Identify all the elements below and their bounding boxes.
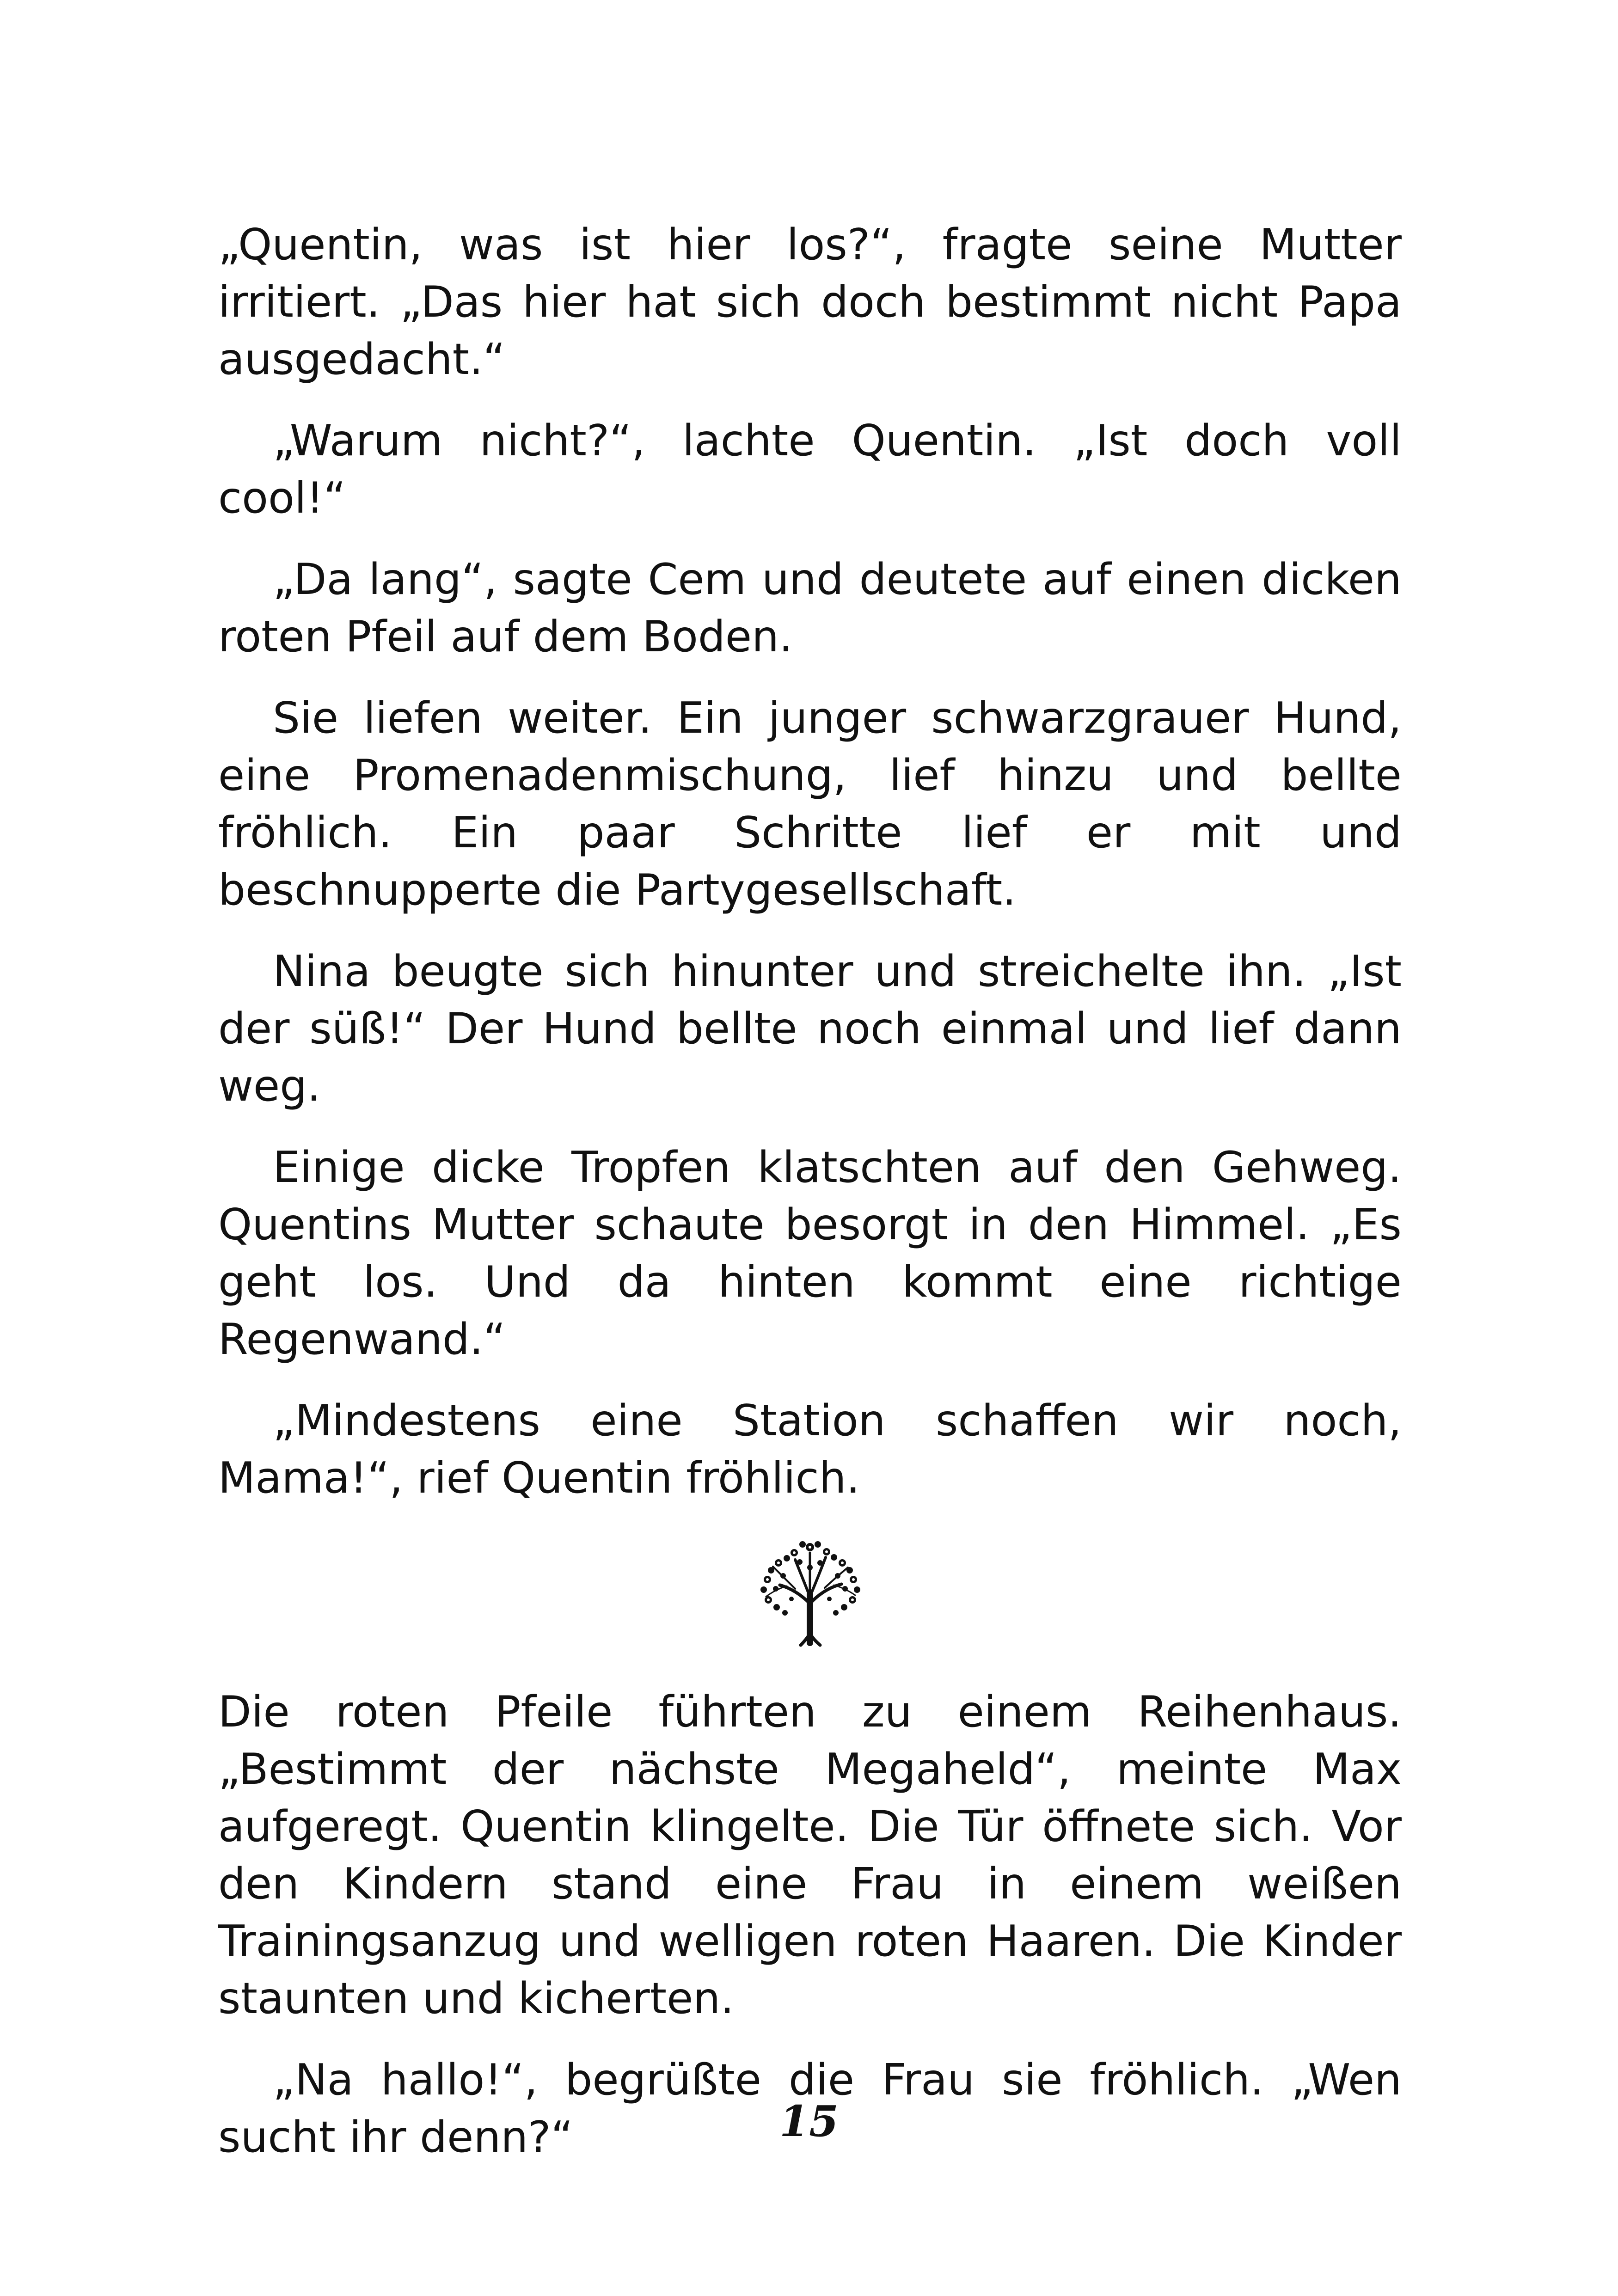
paragraph: Sie liefen weiter. Ein junger schwarzgrauer Hund, eine Promenadenmischung, lief hinzu und bellte fröhlich. Ein paar Schritte lief er mit und beschnupperte die Partygesellschaft. bbox=[218, 693, 1402, 915]
paragraph: „Na hallo!“, begrüßte die Frau sie fröhlich. „Wen sucht ihr denn?“ bbox=[218, 2055, 1402, 2162]
paragraph: „Quentin, was ist hier los?“, fragte seine Mutter irritiert. „Das hier hat sich doch bestimmt nicht Papa ausgedacht.“ bbox=[218, 220, 1402, 384]
tree-icon bbox=[754, 1534, 865, 1650]
page-number: 15 bbox=[779, 2096, 839, 2146]
body-text bbox=[218, 216, 1402, 2166]
paragraph: „Warum nicht?“, lachte Quentin. „Ist doch voll cool!“ bbox=[218, 416, 1402, 523]
paragraph: „Da lang“, sagte Cem und deutete auf einen dicken roten Pfeil auf dem Boden. bbox=[218, 554, 1402, 661]
paragraph: Einige dicke Tropfen klatschten auf den Gehweg. Quentins Mutter schaute besorgt in den Himmel. „Es geht los. Und da hinten kommt eine richtige Regenwand.“ bbox=[218, 1142, 1402, 1364]
paragraph: Die roten Pfeile führten zu einem Reihenhaus. „Bestimmt der nächste Megaheld“, meinte Max aufgeregt. Quentin klingelte. Die Tür öffnete sich. Vor den Kindern stand eine Frau in einem weißen Trainingsanzug und welligen roten Haaren. Die Kinder staunten und kicherten. bbox=[218, 1687, 1402, 2023]
paragraph: „Mindestens eine Station schaffen wir noch, Mama!“, rief Quentin fröhlich. bbox=[218, 1396, 1402, 1503]
paragraph: Nina beugte sich hinunter und streichelte ihn. „Ist der süß!“ Der Hund bellte noch einmal und lief dann weg. bbox=[218, 946, 1402, 1111]
